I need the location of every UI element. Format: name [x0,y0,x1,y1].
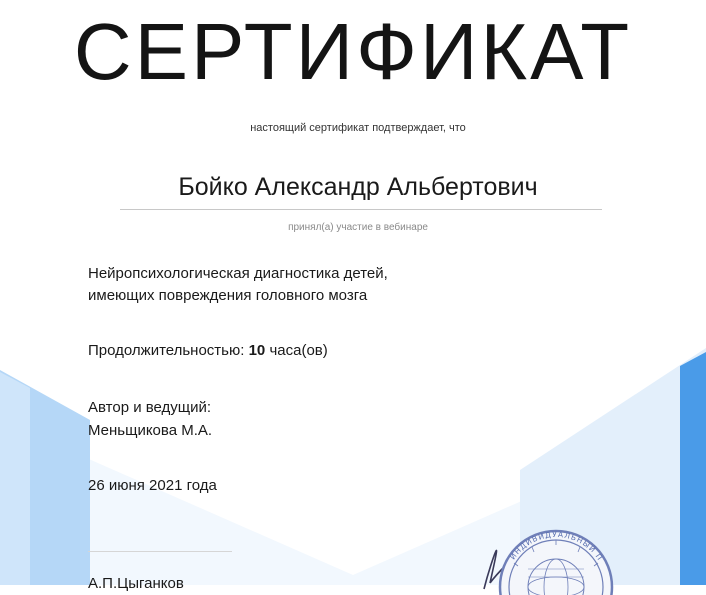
duration [88,342,328,359]
course-title-line-1: Нейропсихологическая диагностика детей, [88,265,388,282]
course-title [88,263,388,307]
signer-name: А.П.Цыганков [88,575,184,592]
participation-text: принял(а) участие в вебинаре [288,222,428,233]
name-underline [120,209,602,210]
certificate-title: СЕРТИФИКАТ [73,7,633,96]
duration-hours: 10 [248,342,266,359]
author-label: Автор и ведущий: [88,399,212,416]
duration-unit: часа(ов) [269,342,328,359]
author-name: Меньщикова М.А. [88,422,213,439]
seal-text: ИНДИВИДУАЛЬНЫЙ П [508,529,605,563]
certificate-date: 26 июня 2021 года [88,477,217,494]
signature-line [88,551,232,552]
duration-label: Продолжительностью: [88,342,245,359]
course-title-line-2: имеющих повреждения головного мозга [88,287,368,304]
recipient-name: Бойко Александр Альбертович [178,173,538,201]
certificate-subtitle: настоящий сертификат подтверждает, что [250,122,466,134]
